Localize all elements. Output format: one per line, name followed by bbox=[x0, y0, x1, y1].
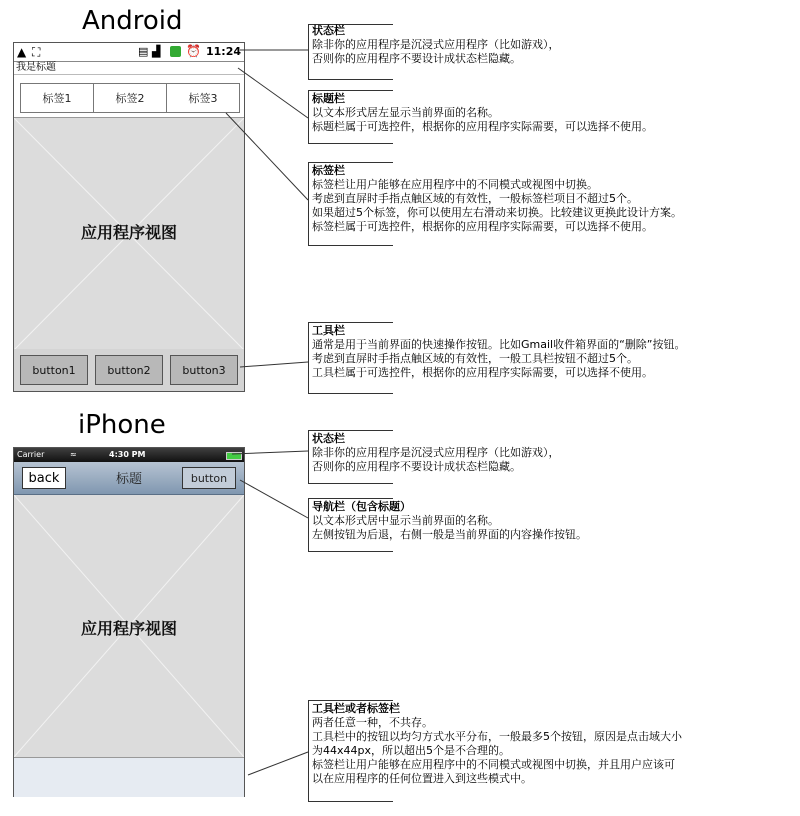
note-line: 除非你的应用程序是沉浸式应用程序（比如游戏）， bbox=[312, 446, 560, 459]
note-heading: 状态栏 bbox=[312, 432, 345, 445]
status-time: 4:30 PM bbox=[109, 450, 146, 459]
note-android-title bbox=[312, 92, 653, 134]
iphone-heading: iPhone bbox=[78, 410, 166, 440]
usb-icon: ⛶ bbox=[32, 45, 41, 59]
note-heading: 标签栏 bbox=[312, 164, 345, 177]
back-button[interactable]: back bbox=[22, 467, 66, 489]
nav-title: 标题 bbox=[115, 472, 142, 487]
wifi-icon: ≈ bbox=[70, 450, 77, 459]
note-line: 考虑到直屏时手指点触区域的有效性，一般工具栏按钮不超过5个。 bbox=[312, 352, 638, 365]
note-iphone-toolbar bbox=[312, 702, 682, 786]
toolbar-button-3[interactable]: button3 bbox=[170, 355, 238, 385]
note-line: 标签栏让用户能够在应用程序中的不同模式或视图中切换，并且用户应该可 bbox=[312, 758, 675, 771]
note-line: 工具栏中的按钮以均匀方式水平分布，一般最多5个按钮，原因是点击域大小 bbox=[312, 730, 682, 743]
note-android-toolbar bbox=[312, 324, 686, 380]
note-line: 工具栏属于可选控件，根据你的应用程序实际需要，可以选择不使用。 bbox=[312, 366, 653, 379]
sim-icon: ▤ bbox=[138, 45, 149, 58]
tab-2[interactable]: 标签2 bbox=[94, 84, 167, 112]
tab-3[interactable]: 标签3 bbox=[188, 92, 218, 105]
warning-icon: ▲ bbox=[17, 45, 27, 59]
note-line: 否则你的应用程序不要设计成状态栏隐藏。 bbox=[312, 460, 521, 473]
alarm-icon: ⏰ bbox=[186, 44, 201, 58]
note-line: 否则你的应用程序不要设计成状态栏隐藏。 bbox=[312, 52, 521, 65]
note-line: 以文本形式居中显示当前界面的名称。 bbox=[312, 514, 499, 527]
app-view-label: 应用程序视图 bbox=[80, 619, 177, 638]
note-heading: 工具栏 bbox=[312, 324, 345, 337]
note-heading: 状态栏 bbox=[312, 24, 345, 37]
app-view-label: 应用程序视图 bbox=[80, 223, 177, 242]
note-heading: 标题栏 bbox=[312, 92, 345, 105]
note-line: 如果超过5个标签，你可以使用左右滑动来切换。比较建议更换此设计方案。 bbox=[312, 206, 682, 219]
note-line: 标题栏属于可选控件，根据你的应用程序实际需要，可以选择不使用。 bbox=[312, 120, 653, 133]
note-line: 以文本形式居左显示当前界面的名称。 bbox=[312, 106, 499, 119]
status-time: 11:24 bbox=[206, 45, 242, 58]
signal-icon: ▟ bbox=[152, 45, 161, 58]
note-line: 通常是用于当前界面的快速操作按钮。比如Gmail收件箱界面的“删除”按钮。 bbox=[312, 338, 686, 351]
note-iphone-status bbox=[312, 432, 560, 474]
note-heading: 导航栏（包含标题） bbox=[312, 500, 411, 513]
note-line: 以在应用程序的任何位置进入到这些模式中。 bbox=[312, 772, 532, 785]
note-line: 左侧按钮为后退，右侧一般是当前界面的内容操作按钮。 bbox=[312, 528, 587, 541]
android-heading: Android bbox=[82, 6, 183, 36]
note-line: 标签栏让用户能够在应用程序中的不同模式或视图中切换。 bbox=[312, 178, 598, 191]
note-heading: 工具栏或者标签栏 bbox=[312, 702, 400, 715]
title-text: 我是标题 bbox=[16, 62, 56, 73]
note-line: 考虑到直屏时手指点触区域的有效性，一般标签栏项目不超过5个。 bbox=[312, 192, 638, 205]
tab-1[interactable]: 标签1 bbox=[21, 84, 94, 112]
toolbar-button-2[interactable]: button2 bbox=[95, 355, 163, 385]
note-line: 为44x44px，所以超出5个是不合理的。 bbox=[312, 744, 510, 757]
nav-right-button[interactable]: button bbox=[182, 467, 236, 489]
note-line: 两者任意一种，不共存。 bbox=[312, 716, 433, 729]
note-line: 除非你的应用程序是沉浸式应用程序（比如游戏）， bbox=[312, 38, 560, 51]
note-android-status bbox=[312, 24, 560, 66]
toolbar-button-1[interactable]: button1 bbox=[20, 355, 88, 385]
carrier-label: Carrier bbox=[17, 450, 45, 459]
note-android-tabs bbox=[312, 164, 682, 234]
note-line: 标签栏属于可选控件，根据你的应用程序实际需要，可以选择不使用。 bbox=[312, 220, 653, 233]
note-iphone-nav bbox=[312, 500, 587, 542]
